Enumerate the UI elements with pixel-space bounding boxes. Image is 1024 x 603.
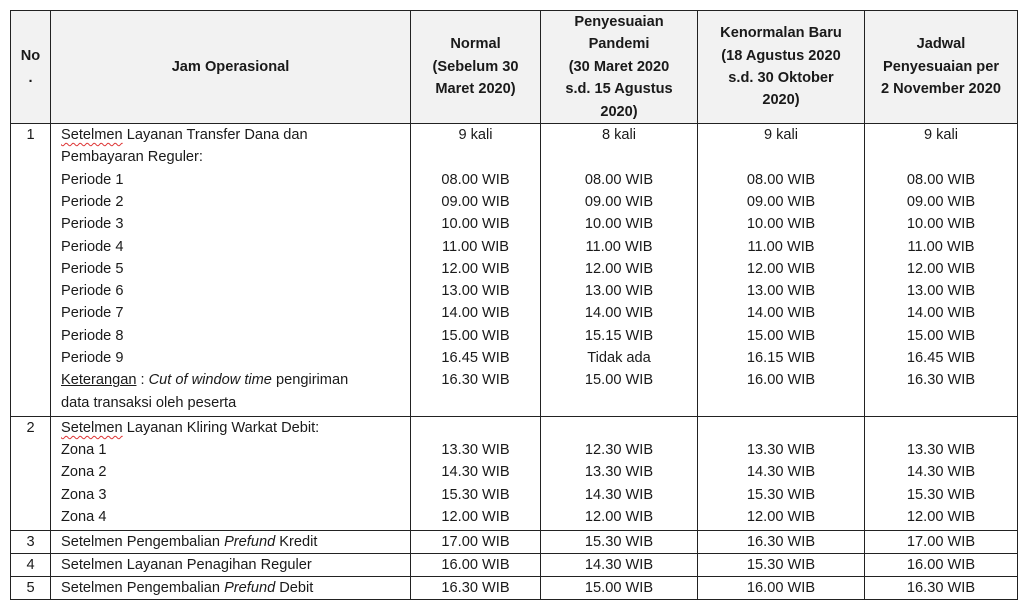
value-jadwal-penyesuaian	[865, 531, 1018, 554]
row-number	[11, 416, 51, 530]
operational-hours-table	[10, 10, 1018, 600]
row-number	[11, 531, 51, 554]
value-line: 12.00 WIB	[906, 260, 976, 277]
text-line: Jam Operasional	[171, 58, 290, 75]
description-line	[61, 302, 410, 324]
value-penyesuaian-pandemi	[541, 554, 698, 577]
text-segment: Setelmen	[61, 127, 123, 144]
value-line: 11.00 WIB	[585, 238, 653, 255]
value-line	[698, 417, 864, 439]
value-line: 9 kali	[923, 127, 959, 144]
value-line	[698, 392, 864, 414]
value-kenormalan-baru	[698, 577, 865, 600]
text-segment: Zona 1	[61, 442, 107, 459]
text-segment: Prefund	[224, 534, 276, 551]
header-row	[11, 11, 1018, 124]
row-number-text: 4	[26, 557, 35, 574]
value-line: 08.00 WIB	[584, 171, 654, 188]
value-line	[865, 392, 1017, 414]
value-line	[541, 392, 697, 414]
value-line: 08.00 WIB	[746, 171, 816, 188]
text-segment: Pembayaran Reguler:	[61, 149, 203, 166]
description-line	[61, 146, 410, 168]
text-segment: Periode 6	[61, 283, 124, 300]
row-number-text: 1	[26, 127, 35, 144]
text-segment: Periode 1	[61, 171, 124, 188]
description-line	[61, 325, 410, 347]
text-segment: Zona 2	[61, 464, 107, 481]
header-normal	[411, 11, 541, 124]
value-line: 15.30 WIB	[441, 486, 510, 503]
value-line: 12.00 WIB	[746, 509, 816, 526]
value-penyesuaian-pandemi	[541, 416, 698, 530]
text-segment: :	[136, 372, 149, 389]
text-segment: Prefund	[224, 580, 276, 597]
text-line: (Sebelum 30	[432, 58, 519, 75]
value-line: 14.30 WIB	[906, 464, 976, 481]
value-line: 08.00 WIB	[441, 171, 510, 188]
text-segment: pengiriman	[271, 372, 349, 389]
value-line: 9 kali	[763, 127, 799, 144]
value-line: 10.00 WIB	[746, 216, 816, 233]
value-line: 09.00 WIB	[906, 193, 976, 210]
value-line: 14.00 WIB	[746, 305, 816, 322]
value-line: 14.00 WIB	[584, 305, 654, 322]
value-jadwal-penyesuaian	[865, 577, 1018, 600]
description-line	[61, 213, 410, 235]
row-number	[11, 577, 51, 600]
row-description	[51, 577, 411, 600]
value-line: 15.00 WIB	[906, 327, 976, 344]
value-line: 12.00 WIB	[584, 509, 654, 526]
text-line: Kenormalan Baru	[720, 25, 842, 42]
description-line	[61, 369, 410, 391]
value-normal	[411, 531, 541, 554]
value-line: 14.30 WIB	[746, 464, 816, 481]
table-row	[11, 124, 1018, 417]
text-line: No	[20, 47, 41, 64]
value-line: 10.00 WIB	[906, 216, 976, 233]
value-line: 14.30 WIB	[584, 486, 654, 503]
row-number	[11, 554, 51, 577]
header-jadwal-penyesuaian	[865, 11, 1018, 124]
value-jadwal-penyesuaian	[865, 416, 1018, 530]
value-line: 16.00 WIB	[441, 557, 510, 574]
value-line: 15.00 WIB	[441, 327, 510, 344]
text-segment: Periode 2	[61, 193, 124, 210]
value-line	[541, 417, 697, 439]
value-line	[865, 417, 1017, 439]
description-line	[61, 280, 410, 302]
text-segment: Periode 5	[61, 260, 124, 277]
value-line: 16.30 WIB	[441, 580, 510, 597]
value-jadwal-penyesuaian	[865, 554, 1018, 577]
text-line: Maret 2020)	[435, 81, 516, 98]
row-description	[51, 531, 411, 554]
value-jadwal-penyesuaian	[865, 124, 1018, 417]
value-line: 15.00 WIB	[584, 372, 654, 389]
value-line	[411, 146, 540, 168]
value-line: 13.30 WIB	[746, 442, 816, 459]
description-line	[61, 236, 410, 258]
value-normal	[411, 416, 541, 530]
value-line: 11.00 WIB	[441, 238, 510, 255]
value-line: 11.00 WIB	[747, 238, 815, 255]
table-row	[11, 416, 1018, 530]
description-line	[61, 554, 410, 576]
description-line	[61, 506, 410, 528]
description-line	[61, 531, 410, 553]
value-line: 13.00 WIB	[441, 283, 510, 300]
value-penyesuaian-pandemi	[541, 124, 698, 417]
value-line: 12.00 WIB	[441, 260, 510, 277]
value-line: 15.30 WIB	[746, 557, 816, 574]
value-line: 17.00 WIB	[441, 534, 510, 551]
value-kenormalan-baru	[698, 124, 865, 417]
value-kenormalan-baru	[698, 531, 865, 554]
text-segment: Setelmen Layanan Penagihan Reguler	[61, 557, 312, 574]
text-segment: Setelmen Pengembalian	[61, 580, 225, 597]
value-line: 12.00 WIB	[746, 260, 816, 277]
description-line	[61, 392, 410, 414]
value-kenormalan-baru	[698, 554, 865, 577]
value-line: 17.00 WIB	[906, 534, 976, 551]
header-jam-operasional	[51, 11, 411, 124]
description-line	[61, 124, 410, 146]
value-line: 12.00 WIB	[441, 509, 510, 526]
text-segment: Zona 3	[61, 486, 107, 503]
text-segment: Setelmen	[61, 419, 123, 436]
value-line	[411, 417, 540, 439]
description-line	[61, 191, 410, 213]
value-line: 15.00 WIB	[584, 580, 654, 597]
value-line: 13.30 WIB	[441, 442, 510, 459]
value-normal	[411, 577, 541, 600]
value-line: 14.00 WIB	[441, 305, 510, 322]
value-line: 09.00 WIB	[584, 193, 654, 210]
text-segment: Periode 9	[61, 350, 124, 366]
value-line: 09.00 WIB	[441, 193, 510, 210]
value-line: 16.30 WIB	[746, 534, 816, 551]
description-line	[61, 577, 410, 599]
value-line: 13.30 WIB	[584, 464, 654, 481]
value-line	[411, 392, 540, 414]
value-line: 15.30 WIB	[906, 486, 976, 503]
value-kenormalan-baru	[698, 416, 865, 530]
value-line: 12.00 WIB	[906, 509, 976, 526]
value-line	[865, 146, 1017, 168]
value-line: 10.00 WIB	[584, 216, 654, 233]
value-line: 16.00 WIB	[906, 557, 976, 574]
header-penyesuaian-pandemi	[541, 11, 698, 124]
value-line: 16.00 WIB	[746, 580, 816, 597]
text-segment: Periode 7	[61, 305, 124, 322]
header-no	[11, 11, 51, 124]
text-line: s.d. 15 Agustus	[565, 81, 673, 98]
table-row	[11, 531, 1018, 554]
value-line: 13.00 WIB	[584, 283, 654, 300]
value-line: 14.30 WIB	[441, 464, 510, 481]
value-line: 16.00 WIB	[746, 372, 816, 389]
text-line: .	[28, 70, 33, 87]
text-segment: Zona 4	[61, 509, 107, 526]
value-normal	[411, 554, 541, 577]
row-number	[11, 124, 51, 417]
text-segment: Cut of window time	[148, 372, 272, 389]
value-line: 16.30 WIB	[906, 580, 976, 597]
description-line	[61, 417, 410, 439]
value-line: 14.00 WIB	[906, 305, 976, 322]
value-normal	[411, 124, 541, 417]
row-description	[51, 554, 411, 577]
text-line: 2 November 2020	[880, 81, 1002, 98]
text-line: Normal	[450, 36, 501, 53]
text-segment: Periode 8	[61, 327, 124, 344]
text-segment: Setelmen Pengembalian	[61, 534, 225, 551]
description-line	[61, 484, 410, 506]
text-segment: Periode 4	[61, 238, 124, 255]
value-line: 15.15 WIB	[584, 327, 654, 344]
text-line: (18 Agustus 2020	[721, 47, 841, 64]
value-line: 15.00 WIB	[746, 327, 816, 344]
value-penyesuaian-pandemi	[541, 531, 698, 554]
text-segment: Layanan Transfer Dana dan	[122, 127, 308, 144]
value-line: 12.30 WIB	[584, 442, 654, 459]
value-line: 16.30 WIB	[441, 372, 510, 389]
text-line: 2020)	[600, 103, 638, 120]
value-line: 10.00 WIB	[441, 216, 510, 233]
value-line: 13.30 WIB	[906, 442, 976, 459]
text-line: (30 Maret 2020	[568, 58, 670, 75]
row-number-text: 2	[26, 419, 35, 436]
text-segment: Periode 3	[61, 216, 124, 233]
value-line: 8 kali	[601, 127, 637, 144]
value-line: 16.15 WIB	[746, 350, 816, 366]
description-line	[61, 258, 410, 280]
value-line: 9 kali	[458, 127, 493, 144]
value-line	[698, 146, 864, 168]
description-line	[61, 439, 410, 461]
description-line	[61, 347, 410, 369]
text-line: Pandemi	[588, 36, 650, 53]
value-line: 08.00 WIB	[906, 171, 976, 188]
row-number-text: 3	[26, 534, 35, 551]
value-line	[541, 146, 697, 168]
text-segment: Kredit	[275, 534, 318, 551]
description-line	[61, 461, 410, 483]
value-line: 15.30 WIB	[746, 486, 816, 503]
value-line: 14.30 WIB	[584, 557, 654, 574]
header-kenormalan-baru	[698, 11, 865, 124]
value-penyesuaian-pandemi	[541, 577, 698, 600]
value-line: Tidak ada	[587, 350, 651, 366]
value-line: 16.45 WIB	[906, 350, 976, 366]
text-line: Jadwal	[916, 36, 966, 53]
value-line: 16.30 WIB	[906, 372, 976, 389]
value-line: 16.45 WIB	[441, 350, 510, 366]
text-line: 2020)	[762, 92, 800, 109]
text-line: Penyesuaian per	[883, 58, 999, 75]
text-segment: Keterangan	[61, 372, 137, 389]
value-line: 12.00 WIB	[584, 260, 654, 277]
table-row	[11, 554, 1018, 577]
value-line: 13.00 WIB	[746, 283, 816, 300]
table-row	[11, 577, 1018, 600]
value-line: 15.30 WIB	[584, 534, 654, 551]
text-segment: Layanan Kliring Warkat Debit:	[122, 419, 320, 436]
text-segment: Debit	[275, 580, 314, 597]
row-description	[51, 124, 411, 417]
row-description	[51, 416, 411, 530]
value-line: 11.00 WIB	[907, 238, 975, 255]
value-line: 09.00 WIB	[746, 193, 816, 210]
value-line: 13.00 WIB	[906, 283, 976, 300]
description-line	[61, 169, 410, 191]
text-segment: data transaksi oleh peserta	[61, 394, 237, 411]
text-line: Penyesuaian	[574, 14, 664, 30]
text-line: s.d. 30 Oktober	[728, 70, 834, 87]
row-number-text: 5	[26, 580, 35, 597]
